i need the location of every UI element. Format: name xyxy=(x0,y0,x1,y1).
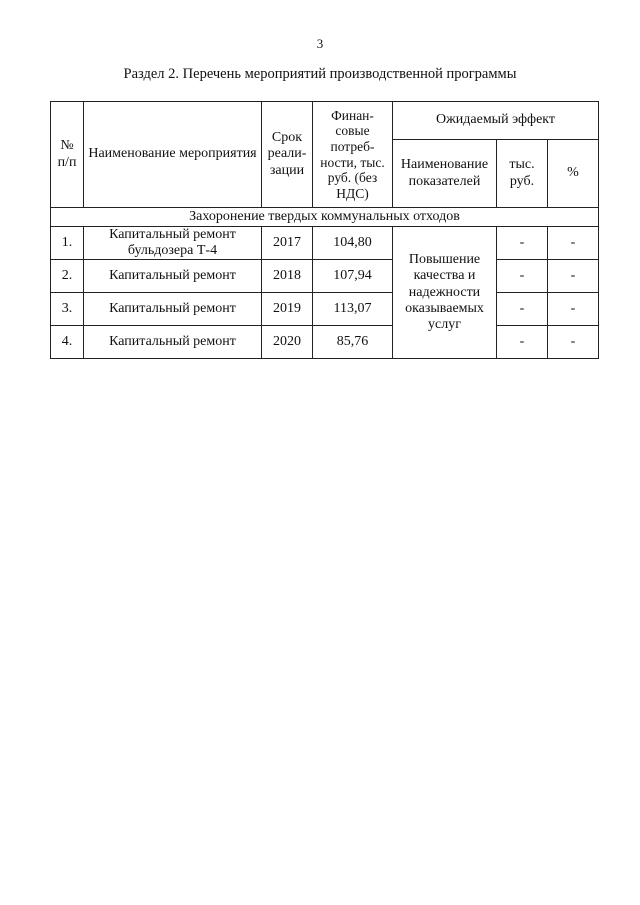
table-row xyxy=(51,293,599,326)
row-name: Капитальный ремонт xyxy=(84,326,262,359)
row-percent: - xyxy=(548,260,599,293)
table-row xyxy=(51,227,599,260)
effect-description: Повышение качества и надежности оказываемых услуг xyxy=(393,227,497,359)
header-term: Срок реали-зации xyxy=(262,102,313,208)
row-thousand-rub: - xyxy=(497,260,548,293)
row-year: 2017 xyxy=(262,227,313,260)
row-num: 1. xyxy=(51,227,84,260)
row-percent: - xyxy=(548,326,599,359)
header-indicator: Наименование показателей xyxy=(393,140,497,208)
table-row xyxy=(51,326,599,359)
row-amount: 107,94 xyxy=(313,260,393,293)
row-year: 2018 xyxy=(262,260,313,293)
header-thousand-rub: тыс. руб. xyxy=(497,140,548,208)
section-title: Раздел 2. Перечень мероприятий производственной программы xyxy=(123,66,517,82)
header-finance: Финан-совые потреб-ности, тыс. руб. (без НДС) xyxy=(313,102,393,208)
header-effect: Ожидаемый эффект xyxy=(393,102,599,140)
row-percent: - xyxy=(548,293,599,326)
header-percent: % xyxy=(548,140,599,208)
header-num: № п/п xyxy=(51,102,84,208)
row-amount: 85,76 xyxy=(313,326,393,359)
row-year: 2019 xyxy=(262,293,313,326)
row-num: 3. xyxy=(51,293,84,326)
table-row xyxy=(51,260,599,293)
row-amount: 113,07 xyxy=(313,293,393,326)
row-thousand-rub: - xyxy=(497,326,548,359)
row-name: Капитальный ремонт xyxy=(84,293,262,326)
row-name: Капитальный ремонт бульдозера Т-4 xyxy=(84,227,262,260)
program-table xyxy=(50,101,599,359)
row-thousand-rub: - xyxy=(497,293,548,326)
row-name: Капитальный ремонт xyxy=(84,260,262,293)
row-year: 2020 xyxy=(262,326,313,359)
row-amount: 104,80 xyxy=(313,227,393,260)
header-name: Наименование мероприятия xyxy=(84,102,262,208)
group-title: Захоронение твердых коммунальных отходов xyxy=(51,208,599,227)
row-num: 2. xyxy=(51,260,84,293)
row-percent: - xyxy=(548,227,599,260)
page-number: 3 xyxy=(316,36,324,51)
row-num: 4. xyxy=(51,326,84,359)
row-thousand-rub: - xyxy=(497,227,548,260)
